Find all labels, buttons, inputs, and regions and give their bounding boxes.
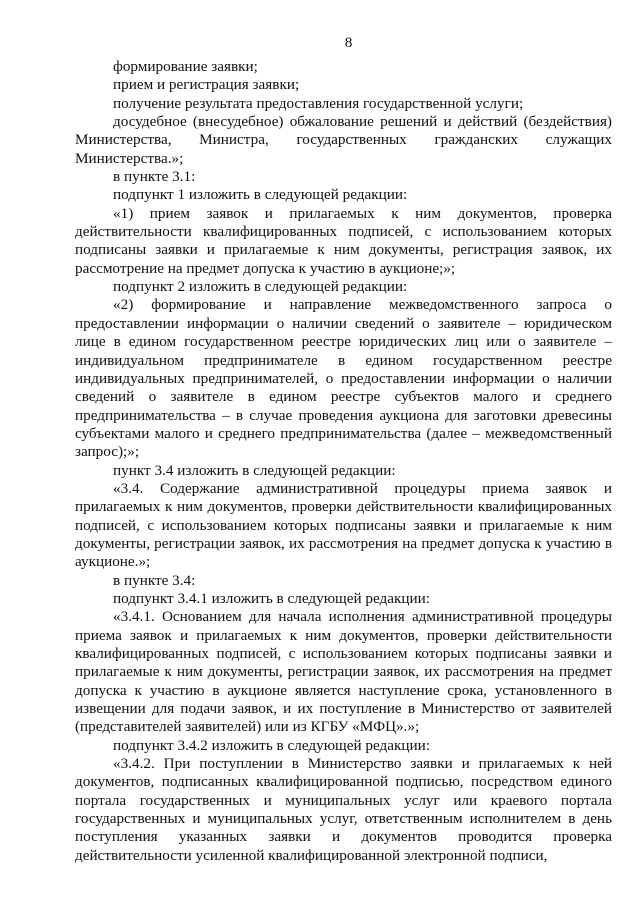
paragraph-4: досудебное (внесудебное) обжалование решений и действий (бездействия) Министерства, Министра, государственных гражданских служащих Министерства.»;: [75, 113, 612, 167]
paragraph-10: пункт 3.4 изложить в следующей редакции:: [113, 461, 396, 479]
page-number: 8: [344, 34, 353, 51]
paragraph-12: в пункте 3.4:: [113, 571, 196, 589]
paragraph-6: подпункт 1 изложить в следующей редакции:: [113, 186, 408, 204]
paragraph-8: подпункт 2 изложить в следующей редакции:: [113, 278, 408, 296]
paragraph-13: подпункт 3.4.1 изложить в следующей редакции:: [113, 589, 430, 607]
paragraph-15: подпункт 3.4.2 изложить в следующей редакции:: [113, 736, 430, 754]
paragraph-11: «3.4. Содержание административной процедуры приема заявок и прилагаемых к ним документов, проверки действительности квалифицированных подписей, с использованием которых подписаны заявки и прилагаемые к ним документы, регистрации заявок, их рассмотрения на предмет допуска к участию в аукционе.»;: [75, 479, 612, 571]
paragraph-2: прием и регистрация заявки;: [113, 76, 300, 94]
paragraph-16: «3.4.2. При поступлении в Министерство заявки и прилагаемых к ней документов, подписанных квалифицированной подписью, посредством единого портала государственных и муниципальных услуг или краевого портала государственных и муниципальных услуг, ответственным исполнителем в день поступления указанных заявки и документов проводится проверка действительности усиленной квалифицированной электронной подписи,: [75, 755, 612, 864]
paragraph-7: «1) прием заявок и прилагаемых к ним документов, проверка действительности квалифицированных подписей, с использованием которых подписаны заявки и прилагаемые к ним документы, регистрация заявок, их рассмотрение на предмет допуска к участию в аукционе;»;: [75, 204, 612, 277]
paragraph-1: формирование заявки;: [113, 58, 258, 75]
paragraph-9: «2) формирование и направление межведомственного запроса о предоставлении информации о наличии сведений о заявителе – юридическом лице в едином государственном реестре юридических лиц или о заявителе – индивидуальном предпринимателе в едином государственном реестре индивидуальных предпринимателей, о предоставлении информации о наличии сведений о заявителе в едином реестре субъектов малого и среднего предпринимательства – в случае проведения аукциона для заготовки древесины субъектами малого и среднего предпринимательства (далее – межведомственный запрос);»;: [75, 296, 612, 461]
paragraph-5: в пункте 3.1:: [113, 168, 196, 186]
paragraph-14: «3.4.1. Основанием для начала исполнения административной процедуры приема заявок и прилагаемых к ним документов, проверки действительности квалифицированных подписей, с использованием которых подписаны заявки и прилагаемые к ним документы, регистрации заявок, их рассмотрения на предмет допуска к участию в аукционе является наступление срока, установленного в извещении для подачи заявок, и их поступление в Министерство от заявителей (представителей заявителей) или из КГБУ «МФЦ».»;: [75, 608, 612, 736]
paragraph-3: получение результата предоставления государственной услуги;: [113, 94, 524, 112]
